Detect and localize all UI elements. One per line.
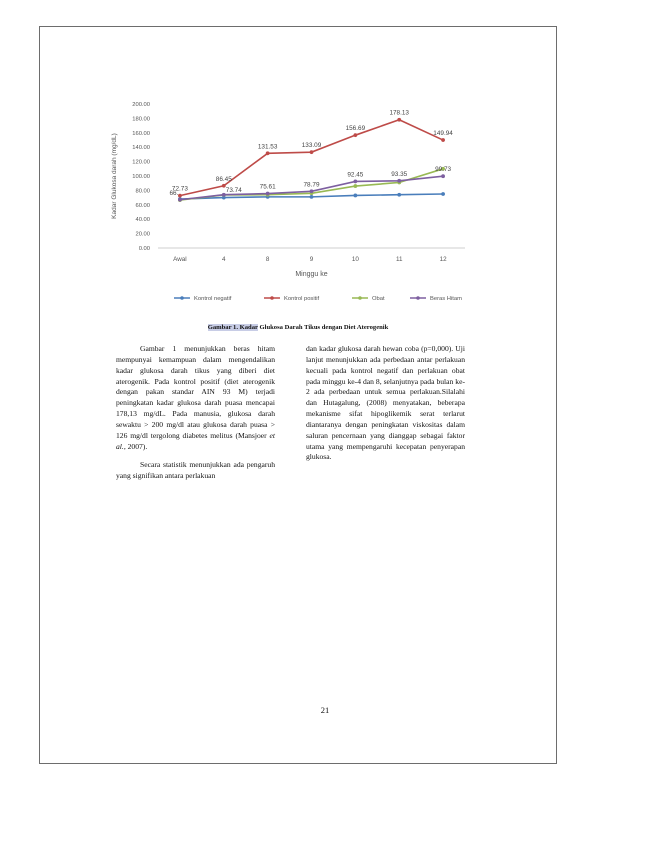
data-point: [266, 192, 270, 196]
series-layer: [169, 110, 453, 202]
data-point: [353, 180, 357, 184]
caption-label: Gambar 1. Kadar: [207, 324, 258, 331]
data-label: 78.79: [303, 181, 320, 189]
data-label: 93.35: [391, 170, 408, 178]
legend-item: [264, 296, 320, 302]
data-point: [441, 192, 445, 196]
data-point: [397, 118, 401, 122]
data-label: 73.74: [225, 186, 242, 194]
data-label: 66.: [169, 190, 179, 198]
left-paragraph-2: Secara statistik menunjukkan ada pengaruh yang signifikan antara perlakuan: [116, 460, 275, 481]
caption-text: Glukosa Darah Tikus dengan Diet Aterogenik: [257, 324, 389, 331]
data-point: [353, 194, 357, 198]
data-point: [222, 193, 226, 197]
x-tick-label: Awal: [173, 256, 187, 263]
data-point: [353, 133, 357, 137]
et-al-italic: et al.: [116, 430, 275, 451]
legend-item: [352, 296, 385, 302]
y-axis-tick-labels: [132, 102, 150, 252]
legend-item: [410, 296, 462, 302]
data-point: [310, 195, 314, 199]
left-paragraph-1-text: Gambar 1 menunjukkan beras hitam mempunyai kemampuan dalam mengendalikan kadar glukosa darah tikus yang diberi diet aterogenik. Pada kontrol positif (diet aterogenik dengan pakan standar AIN 93 M) terjadi peningkatan kadar glukosa darah puasa mencapai 178,13 mg/dL. Pada manusia, glukosa darah sewaktu > 200 mg/dl atau glukosa darah puasa > 126 mg/dl tergolong diabetes melitus (Mansjoer: [116, 344, 275, 440]
data-point: [353, 184, 357, 188]
y-tick-label: 200.00: [132, 102, 150, 108]
x-tick-label: 11: [395, 256, 403, 263]
data-point: [310, 150, 314, 154]
x-tick-label: 4: [222, 256, 226, 263]
data-label: 149.94: [433, 130, 453, 138]
data-point: [178, 194, 182, 198]
data-point: [397, 193, 401, 197]
data-label: 131.53: [257, 143, 278, 151]
left-paragraph-1: [116, 344, 275, 452]
x-tick-label: 8: [265, 256, 270, 263]
data-point: [397, 179, 401, 183]
y-tick-label: 80.00: [135, 188, 150, 195]
y-tick-label: 180.00: [132, 116, 150, 123]
data-point: [441, 138, 445, 142]
y-tick-label: 120.00: [132, 159, 150, 166]
legend-label: Beras Hitam: [430, 296, 462, 302]
data-label: 133.09: [301, 142, 322, 150]
y-tick-label: 160.00: [132, 130, 150, 137]
data-label: 72.73: [171, 185, 188, 193]
x-tick-label: 9: [309, 256, 314, 263]
data-label: 92.45: [347, 171, 364, 179]
x-tick-label: 12: [439, 256, 447, 263]
legend-item: [174, 296, 232, 302]
data-point: [441, 174, 445, 178]
left-text-column: [116, 344, 275, 490]
y-axis-title: Kadar Glukosa darah (mg/dL): [111, 133, 118, 219]
x-tick-label: 10: [351, 256, 359, 263]
y-tick-label: 100.00: [132, 174, 150, 180]
x-axis-title: Minggu ke: [295, 271, 328, 278]
y-tick-label: 60.00: [135, 202, 150, 209]
y-tick-label: 140.00: [132, 145, 150, 152]
page-number: 21: [320, 705, 330, 715]
chart-legend: [174, 296, 462, 302]
data-label: 86.45: [215, 175, 232, 183]
data-label: 156.69: [345, 125, 366, 133]
right-text-column: [306, 344, 465, 471]
y-tick-label: 40.00: [135, 217, 150, 224]
legend-marker: [358, 296, 362, 300]
data-label: 178.13: [389, 109, 409, 117]
data-point: [178, 198, 182, 202]
data-point: [266, 151, 270, 155]
figure-caption: [40, 324, 556, 331]
x-axis-tick-labels: [173, 256, 447, 263]
left-paragraph-1-end: , 2007).: [123, 441, 148, 451]
glucose-line-chart: [100, 92, 480, 314]
legend-label: Kontrol negatif: [194, 296, 232, 302]
legend-label: Kontrol positif: [284, 296, 320, 302]
data-label: 99.73: [435, 166, 452, 174]
legend-marker: [270, 296, 274, 300]
right-paragraph-1: dan kadar glukosa darah hewan coba (p=0,000). Uji lanjut menunjukkan ada perbedaan antar perlakuan kecuali pada kontrol negatif dan perlakuan obat pada minggu ke-4 dan 8, selanjutnya pada bulan ke-2 ada perbedaan untuk semua perlakuan.Silalahi dan Hutagalung, (2008) menyatakan, beberapa mekanisme sifat hipoglikemik serat terlarut diantaranya dengan peningkatan viskositas dalam saluran pencernaan yang dianggap sebagai faktor utama yang mempengaruhi kecepatan penyerapan glukosa.: [306, 344, 465, 462]
y-tick-label: 0.00: [138, 246, 150, 252]
legend-label: Obat: [372, 296, 385, 302]
legend-marker: [180, 296, 184, 300]
data-point: [310, 189, 314, 193]
legend-marker: [416, 296, 420, 300]
data-label: 75.61: [259, 183, 276, 191]
y-tick-label: 20.00: [135, 231, 150, 238]
